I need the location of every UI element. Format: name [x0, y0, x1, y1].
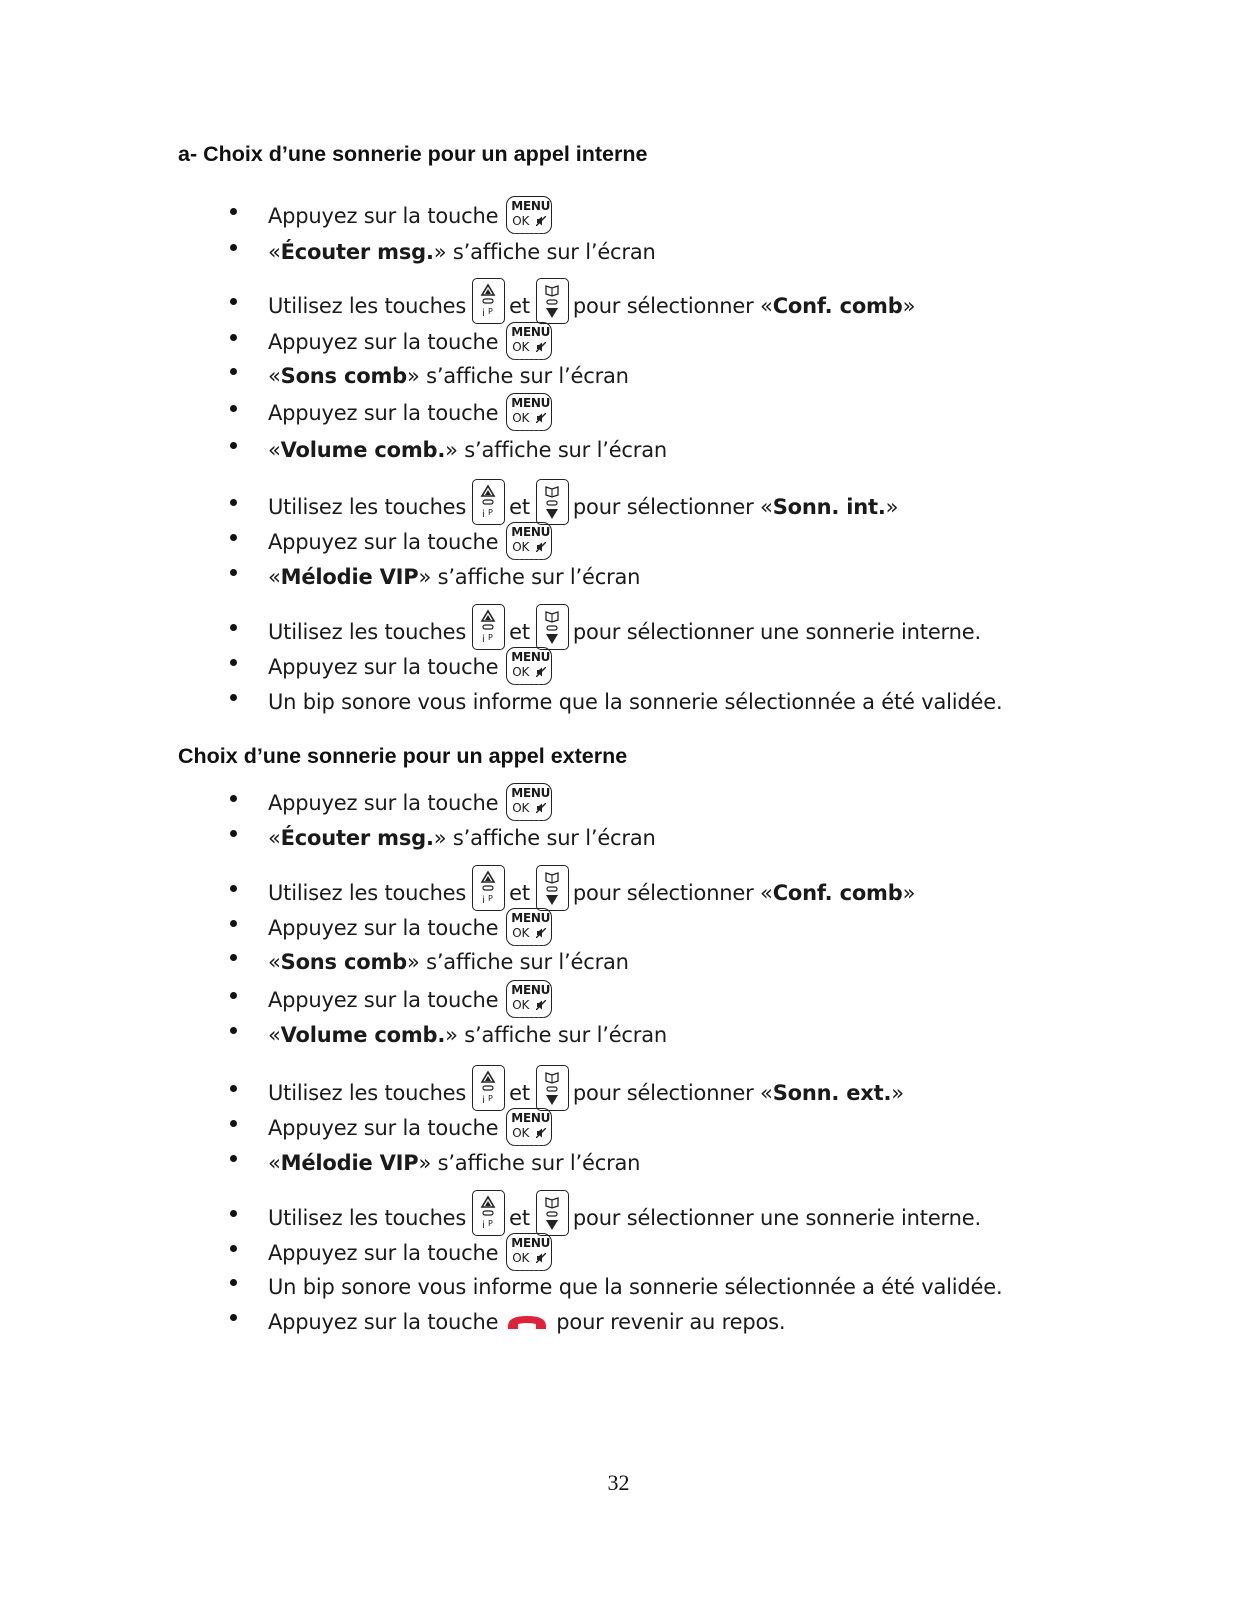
step-text: [268, 946, 629, 974]
svg-text:i: i: [482, 308, 485, 319]
bullet-point: [230, 208, 237, 215]
bullet-point: [230, 1155, 237, 1162]
step-text-end: »: [902, 881, 916, 905]
bullet-point: [230, 920, 237, 927]
menu-ok-key-icon: [506, 908, 552, 946]
list-item: [0, 322, 1237, 356]
bullet-point: [230, 624, 237, 631]
step-text-conjunction: et: [509, 495, 530, 519]
down-arrow-icon: [537, 866, 567, 909]
menu-option-name: Écouter msg.: [280, 826, 434, 850]
step-text-start: Appuyez sur la touche: [268, 530, 499, 554]
step-text: [268, 1077, 904, 1105]
list-item: [0, 1015, 1237, 1049]
up-arrow-icon: [473, 866, 503, 909]
step-text-end: »: [891, 1081, 904, 1105]
step-text-end: » s’affiche sur l’écran: [406, 950, 629, 974]
step-text-middle: pour sélectionner une sonnerie interne.: [572, 1206, 981, 1230]
menu-option-name: Volume comb.: [280, 1023, 446, 1047]
step-text-end: » s’affiche sur l’écran: [418, 565, 641, 589]
step-text-start: Un bip sonore vous informe que la sonnerie sélectionnée a été validée.: [268, 690, 1003, 714]
list-item: [0, 356, 1237, 390]
mute-icon: [536, 1000, 546, 1010]
step-text-start: «: [268, 950, 281, 974]
step-text: [268, 290, 915, 318]
mute-icon: [536, 667, 546, 677]
down-arrow-icon: [537, 605, 567, 648]
up-arrow-icon: [473, 605, 503, 648]
menu-key-label: MENU: [511, 325, 551, 339]
mute-icon: [536, 1253, 546, 1263]
list-item: [0, 1302, 1237, 1336]
svg-text:P: P: [488, 307, 493, 316]
menu-ok-key-icon: [506, 393, 552, 431]
svg-text:i: i: [482, 634, 485, 645]
list-item: [0, 1198, 1237, 1232]
mute-icon: [536, 216, 546, 226]
bullet-point: [230, 954, 237, 961]
step-text: [268, 984, 552, 1012]
up-arrow-icon: [473, 480, 503, 523]
step-text-conjunction: et: [509, 881, 530, 905]
menu-key-label: MENU: [511, 650, 551, 664]
list-item: [0, 1108, 1237, 1142]
menu-ok-key-icon: [506, 522, 552, 560]
list-item: [0, 783, 1237, 817]
up-arrow-key-icon: [472, 1190, 505, 1236]
list-item: [0, 942, 1237, 976]
up-arrow-key-icon: [472, 1065, 505, 1111]
bullet-point: [230, 830, 237, 837]
step-text-end: »: [902, 294, 916, 318]
step-text: [268, 1237, 552, 1265]
menu-option-name: Sons comb: [280, 364, 407, 388]
step-text-start: «: [268, 438, 281, 462]
step-text: [268, 491, 898, 519]
mute-icon: [536, 542, 546, 552]
up-arrow-key-icon: [472, 278, 505, 324]
step-text-end: »: [885, 495, 899, 519]
bullet-point: [230, 298, 237, 305]
menu-ok-key-icon: [506, 980, 552, 1018]
mute-icon: [536, 803, 546, 813]
step-text-start: «: [268, 1023, 281, 1047]
step-text: [268, 1019, 667, 1047]
menu-option-name: Sonn. ext.: [772, 1081, 892, 1105]
down-arrow-key-icon: [536, 278, 569, 324]
step-text: [268, 1147, 640, 1175]
menu-option-name: Sonn. int.: [772, 495, 886, 519]
ok-key-label: OK: [512, 1126, 530, 1140]
step-text: [268, 616, 981, 644]
step-text-end: » s’affiche sur l’écran: [433, 240, 656, 264]
up-arrow-icon: [473, 279, 503, 322]
step-text: [268, 912, 552, 940]
down-arrow-icon: [537, 480, 567, 523]
list-item: [0, 908, 1237, 942]
bullet-point: [230, 1245, 237, 1252]
menu-key-label: MENU: [511, 1111, 551, 1125]
list-item: [0, 196, 1237, 230]
bullet-point: [230, 1027, 237, 1034]
step-text-start: Appuyez sur la touche: [268, 791, 499, 815]
step-text-start: «: [268, 826, 281, 850]
step-text-conjunction: et: [509, 620, 530, 644]
svg-text:i: i: [482, 1095, 485, 1106]
list-item: [0, 1267, 1237, 1301]
list-item: [0, 647, 1237, 681]
menu-option-name: Conf. comb: [772, 881, 903, 905]
down-arrow-key-icon: [536, 479, 569, 525]
down-arrow-icon: [537, 1066, 567, 1109]
down-arrow-icon: [537, 1191, 567, 1234]
menu-option-name: Sons comb: [280, 950, 407, 974]
step-text: [268, 1271, 1002, 1299]
step-text: [268, 1112, 552, 1140]
bullet-point: [230, 1085, 237, 1092]
bullet-point: [230, 1279, 237, 1286]
mute-icon: [536, 342, 546, 352]
down-arrow-key-icon: [536, 1065, 569, 1111]
step-text: [268, 686, 1002, 714]
bullet-point: [230, 795, 237, 802]
ok-key-label: OK: [512, 340, 530, 354]
step-text-start: Utilisez les touches: [268, 294, 467, 318]
bullet-point: [230, 1120, 237, 1127]
mute-icon: [536, 1128, 546, 1138]
menu-ok-key-icon: [506, 196, 552, 234]
svg-text:P: P: [488, 633, 493, 642]
menu-key-label: MENU: [511, 396, 551, 410]
mute-icon: [536, 413, 546, 423]
step-text: [268, 200, 552, 228]
menu-option-name: Mélodie VIP: [280, 1151, 419, 1175]
list-item: [0, 1233, 1237, 1267]
step-text-start: «: [268, 565, 281, 589]
step-text-middle: pour sélectionner «: [572, 881, 773, 905]
menu-ok-key-icon: [506, 1108, 552, 1146]
step-text: [268, 1306, 785, 1334]
step-text-start: Appuyez sur la touche: [268, 401, 499, 425]
step-text-end: pour revenir au repos.: [556, 1310, 786, 1334]
step-text-end: » s’affiche sur l’écran: [445, 438, 667, 462]
up-arrow-key-icon: [472, 479, 505, 525]
step-text-middle: pour sélectionner «: [572, 294, 773, 318]
step-text: [268, 236, 656, 264]
list-item: [0, 1073, 1237, 1107]
bullet-point: [230, 244, 237, 251]
step-text: [268, 1202, 981, 1230]
step-text-end: » s’affiche sur l’écran: [445, 1023, 667, 1047]
step-text: [268, 651, 552, 679]
down-arrow-key-icon: [536, 1190, 569, 1236]
menu-ok-key-icon: [506, 783, 552, 821]
list-item: [0, 232, 1237, 266]
step-text-start: Appuyez sur la touche: [268, 330, 499, 354]
ok-key-label: OK: [512, 411, 530, 425]
list-item: [0, 873, 1237, 907]
menu-option-name: Volume comb.: [280, 438, 446, 462]
step-text-start: «: [268, 240, 281, 264]
svg-text:P: P: [488, 1094, 493, 1103]
ok-key-label: OK: [512, 1251, 530, 1265]
mute-icon: [536, 928, 546, 938]
step-text-end: » s’affiche sur l’écran: [406, 364, 629, 388]
list-item: [0, 487, 1237, 521]
menu-ok-key-icon: [506, 1233, 552, 1271]
menu-option-name: Écouter msg.: [280, 240, 434, 264]
step-text-start: Appuyez sur la touche: [268, 916, 499, 940]
step-text-middle: pour sélectionner «: [572, 495, 773, 519]
up-arrow-icon: [473, 1191, 503, 1234]
step-text-start: Utilisez les touches: [268, 881, 467, 905]
step-text: [268, 326, 552, 354]
ok-key-label: OK: [512, 926, 530, 940]
down-arrow-key-icon: [536, 604, 569, 650]
step-text-end: » s’affiche sur l’écran: [433, 826, 656, 850]
step-text: [268, 822, 656, 850]
step-text-start: Appuyez sur la touche: [268, 1241, 499, 1265]
list-item: [0, 818, 1237, 852]
bullet-point: [230, 694, 237, 701]
bullet-point: [230, 992, 237, 999]
bullet-point: [230, 368, 237, 375]
bullet-point: [230, 534, 237, 541]
step-text-start: «: [268, 364, 281, 388]
ok-key-label: OK: [512, 998, 530, 1012]
step-text-start: Appuyez sur la touche: [268, 204, 499, 228]
svg-text:i: i: [482, 895, 485, 906]
step-text: [268, 526, 552, 554]
up-arrow-key-icon: [472, 604, 505, 650]
step-text-middle: pour sélectionner une sonnerie interne.: [572, 620, 981, 644]
list-item: [0, 522, 1237, 556]
step-text: [268, 561, 640, 589]
menu-key-label: MENU: [511, 199, 551, 213]
page-number: 32: [607, 1470, 630, 1495]
step-text-start: Un bip sonore vous informe que la sonnerie sélectionnée a été validée.: [268, 1275, 1003, 1299]
step-text-end: » s’affiche sur l’écran: [418, 1151, 641, 1175]
step-text: [268, 360, 629, 388]
menu-key-label: MENU: [511, 786, 551, 800]
list-item: [0, 393, 1237, 427]
menu-ok-key-icon: [506, 322, 552, 360]
step-text: [268, 787, 552, 815]
step-text-start: «: [268, 1151, 281, 1175]
list-item: [0, 980, 1237, 1014]
step-text-conjunction: et: [509, 1206, 530, 1230]
menu-key-label: MENU: [511, 525, 551, 539]
step-text-start: Utilisez les touches: [268, 495, 467, 519]
step-text-start: Appuyez sur la touche: [268, 1116, 499, 1140]
svg-text:P: P: [488, 894, 493, 903]
bullet-point: [230, 442, 237, 449]
bullet-point: [230, 1210, 237, 1217]
down-arrow-icon: [537, 279, 567, 322]
step-text: [268, 877, 915, 905]
step-text-start: Appuyez sur la touche: [268, 655, 499, 679]
bullet-point: [230, 569, 237, 576]
bullet-point: [230, 659, 237, 666]
up-arrow-key-icon: [472, 865, 505, 911]
bullet-point: [230, 885, 237, 892]
menu-key-label: MENU: [511, 983, 551, 997]
up-arrow-icon: [473, 1066, 503, 1109]
step-text-conjunction: et: [509, 1081, 530, 1105]
bullet-point: [230, 405, 237, 412]
section-heading-internal: a- Choix d’une sonnerie pour un appel interne: [178, 142, 648, 166]
step-text-middle: pour sélectionner «: [572, 1081, 773, 1105]
bullet-point: [230, 499, 237, 506]
down-arrow-key-icon: [536, 865, 569, 911]
step-text-start: Utilisez les touches: [268, 620, 467, 644]
ok-key-label: OK: [512, 214, 530, 228]
step-text-start: Utilisez les touches: [268, 1206, 467, 1230]
menu-key-label: MENU: [511, 1236, 551, 1250]
ok-key-label: OK: [512, 540, 530, 554]
step-text-conjunction: et: [509, 294, 530, 318]
menu-ok-key-icon: [506, 647, 552, 685]
list-item: [0, 286, 1237, 320]
svg-text:i: i: [482, 1220, 485, 1231]
ok-key-label: OK: [512, 665, 530, 679]
svg-text:i: i: [482, 509, 485, 520]
menu-option-name: Conf. comb: [772, 294, 903, 318]
svg-text:P: P: [488, 508, 493, 517]
list-item: [0, 557, 1237, 591]
list-item: [0, 1143, 1237, 1177]
list-item: [0, 430, 1237, 464]
step-text-start: Appuyez sur la touche: [268, 988, 499, 1012]
menu-option-name: Mélodie VIP: [280, 565, 419, 589]
svg-text:P: P: [488, 1219, 493, 1228]
ok-key-label: OK: [512, 801, 530, 815]
hang-up-key-icon: [506, 1312, 548, 1334]
bullet-point: [230, 334, 237, 341]
section-heading-external: Choix d’une sonnerie pour un appel externe: [178, 744, 628, 768]
step-text-start: Appuyez sur la touche: [268, 1310, 499, 1334]
menu-key-label: MENU: [511, 911, 551, 925]
list-item: [0, 682, 1237, 716]
list-item: [0, 612, 1237, 646]
step-text: [268, 397, 552, 425]
step-text-start: Utilisez les touches: [268, 1081, 467, 1105]
bullet-point: [230, 1314, 237, 1321]
step-text: [268, 434, 667, 462]
